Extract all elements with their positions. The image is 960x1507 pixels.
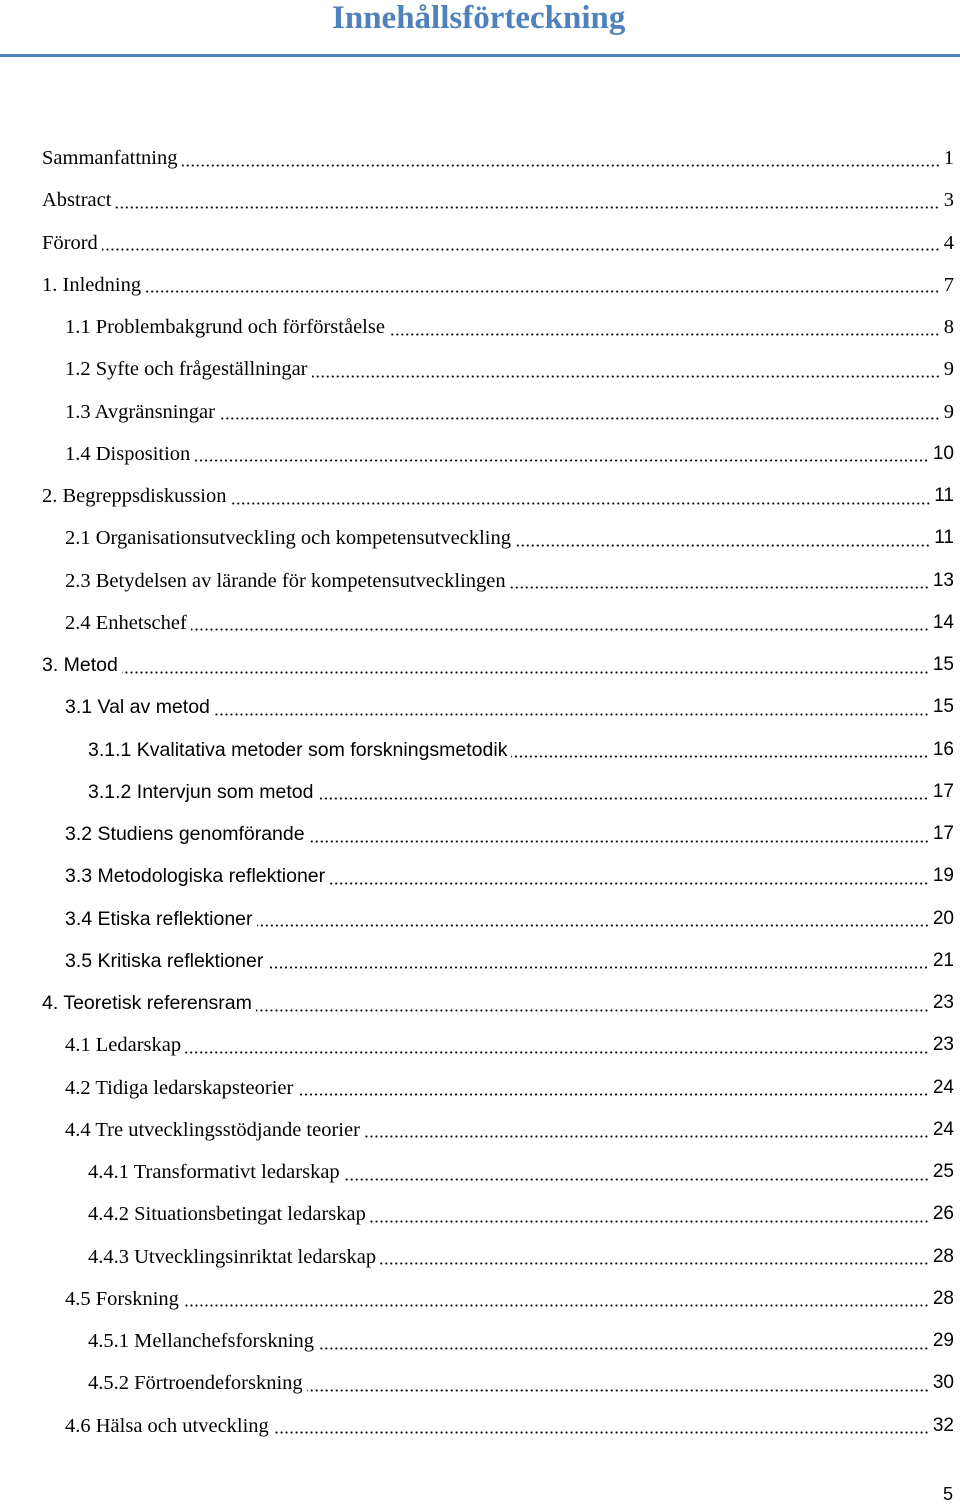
toc-entry-label: 4. Teoretisk referensram	[42, 992, 252, 1015]
toc-entry[interactable]	[0, 264, 960, 306]
toc-entry-page: 14	[932, 611, 954, 633]
toc-entry-page: 1	[943, 147, 954, 170]
toc-entry-label: 2.3 Betydelsen av lärande för kompetensutvecklingen	[65, 569, 506, 592]
toc-entry-label: 1. Inledning	[42, 273, 142, 296]
dot-leader	[309, 840, 929, 843]
toc-entry-label: 4.4.2 Situationsbetingat ledarskap	[88, 1203, 366, 1226]
dot-leader	[273, 1431, 929, 1434]
toc-entry[interactable]	[0, 137, 960, 179]
toc-entry-page: 8	[943, 316, 954, 339]
toc-entry-label: Förord	[42, 231, 98, 254]
toc-entry[interactable]	[0, 813, 960, 855]
dot-leader	[364, 1135, 929, 1138]
toc-entry-label: 4.4 Tre utvecklingsstödjande teorier	[65, 1118, 360, 1141]
page-title: Innehållsförteckning	[332, 0, 626, 36]
toc-entry-label: 1.4 Disposition	[65, 442, 191, 465]
toc-entry-label: 1.2 Syfte och frågeställningar	[65, 358, 308, 381]
toc-entry-page: 28	[932, 1245, 954, 1267]
dot-leader	[256, 1009, 929, 1012]
dot-leader	[329, 882, 929, 885]
toc-entry-label: 2. Begreppsdiskussion	[42, 485, 227, 508]
dot-leader	[312, 375, 940, 378]
toc-entry[interactable]	[0, 602, 960, 644]
dot-leader	[297, 1093, 929, 1096]
toc-entry-page: 21	[932, 949, 954, 971]
toc-entry-page: 15	[932, 696, 954, 718]
page-header	[0, 0, 960, 58]
toc-entry-label: 4.1 Ledarskap	[65, 1034, 182, 1057]
toc-entry-label: 3.2 Studiens genomförande	[65, 823, 305, 846]
toc-entry-label: 3. Metod	[42, 654, 118, 677]
title-underline	[0, 54, 960, 57]
dot-leader	[307, 1389, 929, 1392]
toc-entry-page: 11	[934, 527, 954, 549]
toc-entry[interactable]	[0, 348, 960, 390]
toc-entry-page: 9	[943, 358, 954, 381]
toc-entry-page: 17	[932, 780, 954, 802]
toc-entry-label: 4.5 Forskning	[65, 1287, 179, 1310]
dot-leader	[102, 248, 940, 251]
dot-leader	[194, 459, 929, 462]
toc-entry-label: 4.2 Tidiga ledarskapsteorier	[65, 1076, 294, 1099]
toc-entry-label: 3.4 Etiska reflektioner	[65, 907, 253, 930]
toc-entry-label: 3.1.1 Kvalitativa metoder som forskningsmetodik	[88, 738, 508, 761]
toc-entry-label: Abstract	[42, 189, 112, 212]
toc-entry[interactable]	[0, 306, 960, 348]
toc-entry[interactable]	[0, 560, 960, 602]
toc-entry[interactable]	[0, 475, 960, 517]
toc-entry-page: 10	[932, 442, 954, 464]
toc-entry[interactable]	[0, 222, 960, 264]
toc-entry-label: 3.1 Val av metod	[65, 696, 210, 719]
toc-entry-page: 4	[943, 231, 954, 254]
dot-leader	[122, 671, 929, 674]
toc-entry-label: 1.1 Problembakgrund och förförståelse	[65, 316, 385, 339]
toc-entry-page: 9	[943, 400, 954, 423]
toc-entry[interactable]	[0, 433, 960, 475]
dot-leader	[510, 586, 929, 589]
toc-entry-page: 24	[932, 1076, 954, 1098]
dot-leader	[219, 417, 940, 420]
dot-leader	[183, 1304, 929, 1307]
toc-entry[interactable]	[0, 855, 960, 897]
dot-leader	[389, 333, 940, 336]
toc-entry-page: 23	[932, 992, 954, 1014]
toc-entry[interactable]	[0, 940, 960, 982]
toc-entry-label: 2.4 Enhetschef	[65, 611, 187, 634]
toc-entry-page: 13	[932, 569, 954, 591]
dot-leader	[370, 1220, 929, 1223]
toc-entry-label: 4.4.1 Transformativt ledarskap	[88, 1161, 340, 1184]
toc-entry-page: 28	[932, 1287, 954, 1309]
dot-leader	[511, 755, 928, 758]
dot-leader	[115, 206, 939, 209]
toc-entry[interactable]	[0, 1278, 960, 1320]
toc-entry[interactable]	[0, 1151, 960, 1193]
toc-entry[interactable]	[0, 1362, 960, 1404]
toc-entry-label: 3.1.2 Intervjun som metod	[88, 780, 314, 803]
toc-entry-page: 30	[932, 1372, 954, 1394]
toc-entry-page: 11	[934, 485, 954, 507]
dot-leader	[515, 544, 930, 547]
dot-leader	[182, 164, 940, 167]
page-number: 5	[943, 1484, 954, 1504]
toc-entry-label: 4.5.2 Förtroendeforskning	[88, 1372, 303, 1395]
toc-entry[interactable]	[0, 1320, 960, 1362]
toc-entry-page: 15	[932, 654, 954, 676]
toc-entry[interactable]	[0, 982, 960, 1024]
toc-entry[interactable]	[0, 1109, 960, 1151]
toc-entry-label: 3.5 Kritiska reflektioner	[65, 949, 264, 972]
toc-entry-page: 16	[932, 738, 954, 760]
dot-leader	[344, 1178, 929, 1181]
toc-entry-page: 3	[943, 189, 954, 212]
dot-leader	[191, 628, 929, 631]
dot-leader	[257, 924, 929, 927]
toc-entry-page: 26	[932, 1203, 954, 1225]
toc-entry[interactable]	[0, 644, 960, 686]
toc-entry[interactable]	[0, 898, 960, 940]
toc-entry-page: 20	[932, 907, 954, 929]
dot-leader	[380, 1262, 929, 1265]
toc-entry-label: 4.5.1 Mellanchefsforskning	[88, 1330, 315, 1353]
toc-entry[interactable]	[0, 1405, 960, 1447]
dot-leader	[145, 290, 940, 293]
toc-entry-label: 3.3 Metodologiska reflektioner	[65, 865, 326, 888]
toc-entry[interactable]	[0, 1067, 960, 1109]
toc-entry[interactable]	[0, 517, 960, 559]
toc-entry-page: 29	[932, 1330, 954, 1352]
toc-entry-label: 2.1 Organisationsutveckling och kompetensutveckling	[65, 527, 511, 550]
toc-entry-label: 4.6 Hälsa och utveckling	[65, 1414, 269, 1437]
dot-leader	[267, 966, 929, 969]
toc-entry-page: 23	[932, 1034, 954, 1056]
dot-leader	[317, 797, 928, 800]
toc-entry-page: 19	[932, 865, 954, 887]
toc-entry-label: Sammanfattning	[42, 147, 178, 170]
toc-entry[interactable]	[0, 771, 960, 813]
toc-entry-label: 1.3 Avgränsningar	[65, 400, 215, 423]
toc-entry-page: 7	[943, 273, 954, 296]
dot-leader	[318, 1347, 929, 1350]
toc-entry-page: 32	[932, 1414, 954, 1436]
toc-entry-page: 25	[932, 1161, 954, 1183]
toc-entry[interactable]	[0, 729, 960, 771]
toc-entry[interactable]	[0, 1193, 960, 1235]
toc-entry[interactable]	[0, 1024, 960, 1066]
dot-leader	[231, 502, 931, 505]
toc-entry[interactable]	[0, 686, 960, 728]
toc-entry[interactable]	[0, 1236, 960, 1278]
dot-leader	[214, 713, 929, 716]
toc-entry-label: 4.4.3 Utvecklingsinriktat ledarskap	[88, 1245, 377, 1268]
toc-entry[interactable]	[0, 391, 960, 433]
toc-entry[interactable]	[0, 179, 960, 221]
toc-entry-page: 24	[932, 1118, 954, 1140]
dot-leader	[185, 1051, 929, 1054]
toc-entry-page: 17	[932, 823, 954, 845]
table-of-contents	[0, 137, 960, 1447]
